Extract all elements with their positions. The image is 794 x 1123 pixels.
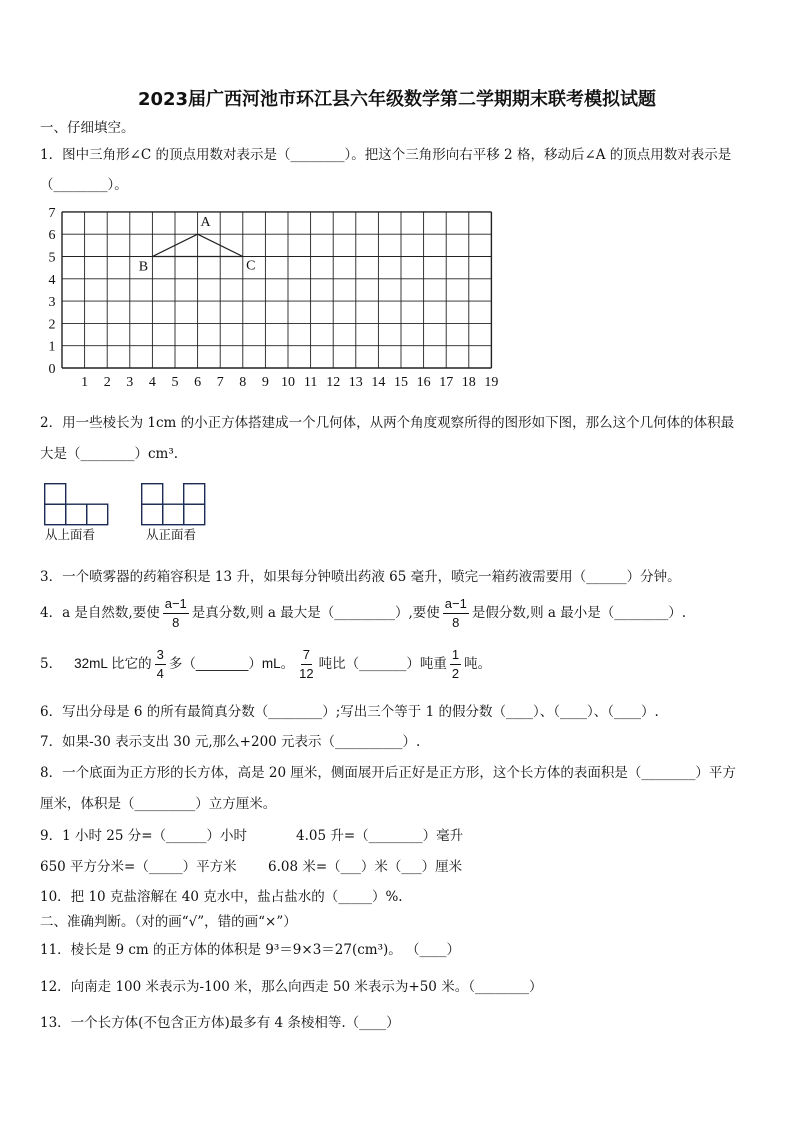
top-view-figure [44,483,110,526]
question-6: 6．写出分母是 6 的所有最简真分数（________）;写出三个等于 1 的假分数（____）、（____）、（____）. [40,704,659,720]
x-axis-tick-label: 8 [239,375,247,390]
vertex-label: C [246,258,256,274]
exam-title: 2023届广西河池市环江县六年级数学第二学期期末联考模拟试题 [137,89,657,110]
question-number: 5． [40,656,63,672]
question-4-text: 4．a 是自然数,要使 [40,605,160,621]
x-axis-tick-label: 16 [416,375,431,390]
fraction-numerator: a−1 [443,596,469,614]
question-11: 11．棱长是 9 cm 的正方体的体积是 9³＝9×3＝27(cm³)。 （____） [40,942,461,958]
question-2-line-1: 2．用一些棱长为 1cm 的小正方体搭建成一个几何体，从两个角度观察所得的图形如下图，那么这个几何体的体积最 [40,415,735,431]
fraction-denominator: 8 [172,614,180,630]
unit-square [87,504,108,525]
unit-square [45,504,66,525]
x-axis-tick-label: 17 [439,375,454,390]
question-1-line-1: 1．图中三角形∠C 的顶点用数对表示是（________）。把这个三角形向右平移 2 格，移动后∠A 的顶点用数对表示是 [40,147,732,163]
x-axis-tick-label: 5 [171,375,179,390]
question-9-item-2: 4.05 升=（________）毫升 [296,828,464,844]
fraction [443,596,469,631]
question-4-text: 是假分数,则 a 最小是（________）. [471,605,687,621]
x-axis-tick-label: 2 [103,375,111,390]
x-axis-tick-label: 1 [81,375,89,390]
question-5-text: 吨。 [464,656,492,672]
x-axis-tick-label: 4 [148,375,156,390]
question-9-item-3: 650 平方分米=（_____）平方米 [40,859,237,875]
fraction-denominator: 12 [299,665,314,681]
y-axis-tick-label: 2 [48,317,56,333]
coordinate-grid [40,200,510,392]
y-axis-tick-label: 5 [48,250,56,266]
unit-square [45,484,66,505]
fraction [155,647,166,682]
y-axis-tick-label: 7 [48,205,56,221]
fraction-denominator: 2 [451,665,460,681]
question-4-text: 是真分数,则 a 最大是（_________）,要使 [191,605,440,621]
x-axis-tick-label: 19 [484,375,499,390]
x-axis-tick-label: 15 [394,375,408,390]
y-axis-tick-label: 0 [48,362,56,377]
question-5-text: 吨比（_______）吨重 [318,656,447,672]
unit-square [163,504,184,525]
fraction-numerator: 1 [450,647,461,665]
y-axis-tick-label: 3 [48,295,56,311]
unit-square [66,504,87,525]
fraction-numerator: 7 [301,647,312,665]
x-axis-tick-label: 13 [348,375,363,390]
fraction-denominator: 4 [156,665,164,681]
unit-square [142,504,163,525]
fraction-numerator: 3 [155,647,166,665]
question-1-line-2: （________）。 [40,177,128,193]
x-axis-tick-label: 14 [371,375,386,390]
x-axis-tick-label: 10 [281,375,295,390]
question-8-line-2: 厘米，体积是（_________）立方厘米。 [40,796,277,812]
x-axis-tick-label: 9 [261,375,269,390]
vertex-label: B [138,259,149,275]
question-7: 7．如果-30 表示支出 30 元,那么+200 元表示（__________）. [40,734,421,750]
vertex-label: A [200,215,211,231]
question-13: 13．一个长方体(不包含正方体)最多有 4 条棱相等.（____） [40,1015,400,1031]
question-4 [40,591,686,635]
question-12: 12．向南走 100 米表示为-100 米，那么向西走 50 米表示为+50 米。（________） [40,979,543,995]
x-axis-tick-label: 11 [303,375,318,390]
y-axis-tick-label: 4 [48,272,56,288]
question-5 [40,642,491,686]
x-axis-tick-label: 3 [126,375,134,390]
question-9-item-1: 9．1 小时 25 分=（______）小时 [40,828,248,844]
unit-square [142,484,163,505]
fraction [297,647,315,682]
question-3: 3．一个喷雾器的药箱容积是 13 升，如果每分钟喷出药液 65 毫升，喷完一箱药液需要用（______）分钟。 [40,569,681,585]
fraction-denominator: 8 [452,614,460,630]
question-5-text: 多（_______）mL。 [168,656,295,671]
question-10: 10．把 10 克盐溶解在 40 克水中，盐占盐水的（_____）%. [40,889,403,905]
x-axis-tick-label: 12 [326,375,341,390]
question-2-line-2: 大是（________）cm³. [40,446,179,462]
front-view-caption: 从正面看 [146,527,197,542]
y-axis-tick-label: 1 [48,339,56,355]
fraction [450,647,461,682]
x-axis-tick-label: 6 [194,375,202,390]
fraction [163,596,189,631]
top-view-caption: 从上面看 [45,527,96,542]
fraction-numerator: a−1 [163,596,189,614]
front-view-figure [141,483,207,526]
unit-square [184,484,205,505]
section-heading-fill-in: 一、仔细填空。 [40,120,135,136]
question-5-text: 32mL 比它的 [74,656,152,671]
y-axis-tick-label: 6 [48,228,56,244]
question-8-line-1: 8．一个底面为正方形的长方体，高是 20 厘米，侧面展开后正好是正方形，这个长方体的表面积是（________）平方 [40,765,736,781]
unit-square [184,504,205,525]
section-heading-true-false: 二、准确判断。（对的画“√”，错的画“×”） [40,914,297,930]
x-axis-tick-label: 18 [461,375,476,390]
question-9-item-4: 6.08 米=（___）米（___）厘米 [268,859,463,875]
x-axis-tick-label: 7 [216,375,224,390]
